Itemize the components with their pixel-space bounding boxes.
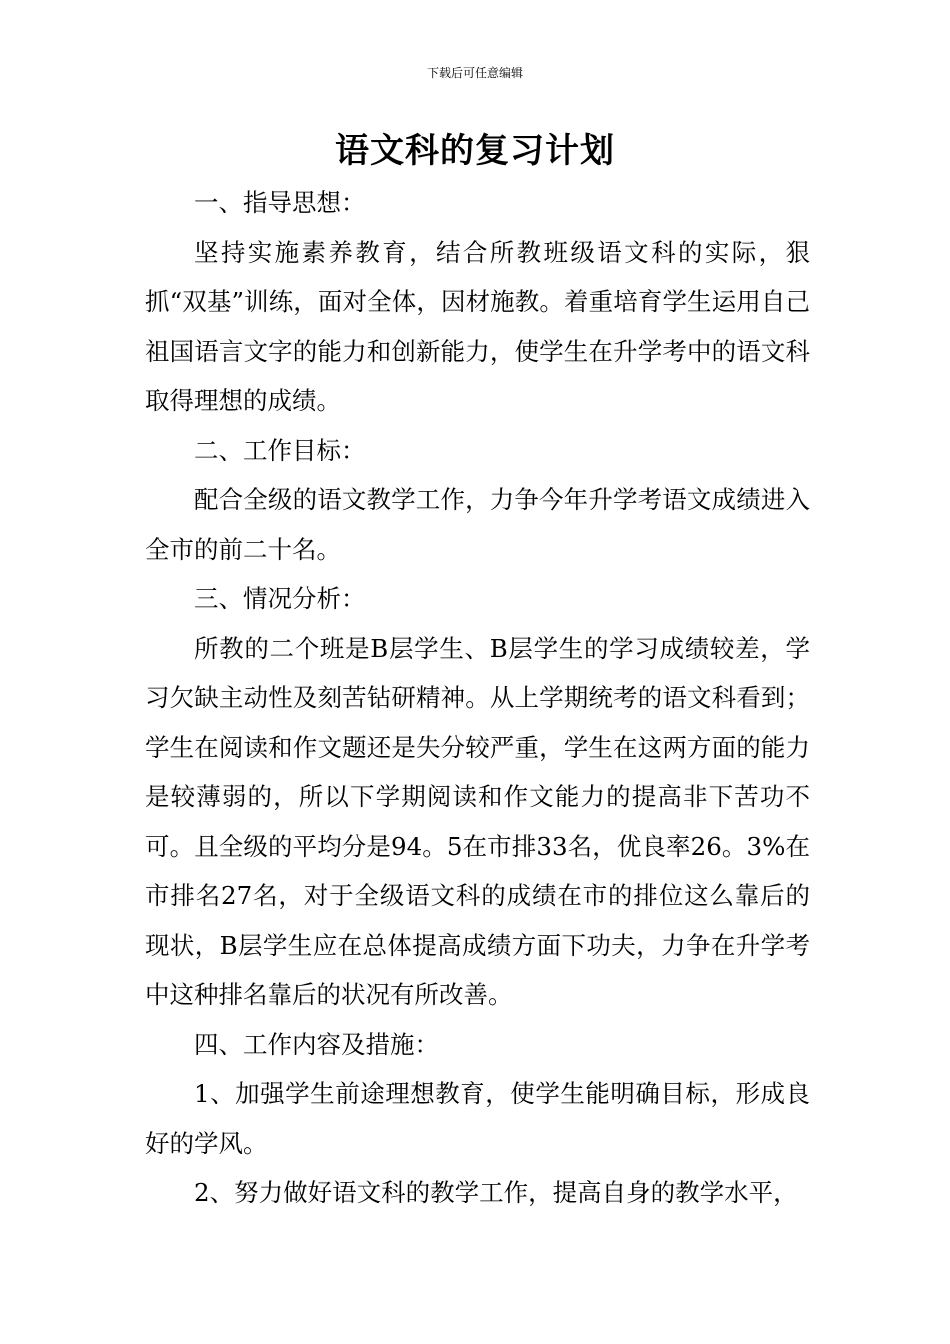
paragraph-measure-1: 1、加强学生前途理想教育，使学生能明确目标，形成良好的学风。 [145,1079,810,1158]
paragraph-work-goal: 配合全级的语文教学工作，力争今年升学考语文成绩进入全市的前二十名。 [145,485,810,564]
section-heading-situation-analysis: 三、情况分析： [194,584,366,613]
header-note: 下载后可任意编辑 [426,66,523,80]
document-title: 语文科的复习计划 [335,131,615,171]
document-body [145,178,810,1218]
paragraph-guiding-thought: 坚持实施素养教育，结合所教班级语文科的实际，狠抓“双基”训练，面对全体，因材施教。着重培育学生运用自己祖国语言文字的能力和创新能力，使学生在升学考中的语文科取得理想的成绩。 [145,237,810,415]
section-heading-work-goal: 二、工作目标： [194,435,366,465]
section-heading-content-measures: 四、工作内容及措施： [194,1029,439,1059]
section-heading-guiding-thought: 一、指导思想： [194,188,366,217]
paragraph-situation-analysis: 所教的二个班是B层学生、B层学生的学习成绩较差，学习欠缺主动性及刻苦钻研精神。从上学期统考的语文科看到；学生在阅读和作文题还是失分较严重，学生在这两方面的能力是较薄弱的，所以下学期阅读和作文能力的提高非下苦功不可。且全级的平均分是94。5在市排33名，优良率26。3%在市排名27名，对于全级语文科的成绩在市的排位这么靠后的现状，B层学生应在总体提高成绩方面下功夫，力争在升学考中这种排名靠后的状况有所改善。 [145,633,810,1009]
paragraph-measure-2: 2、努力做好语文科的教学工作，提高自身的教学水平， [194,1178,798,1207]
